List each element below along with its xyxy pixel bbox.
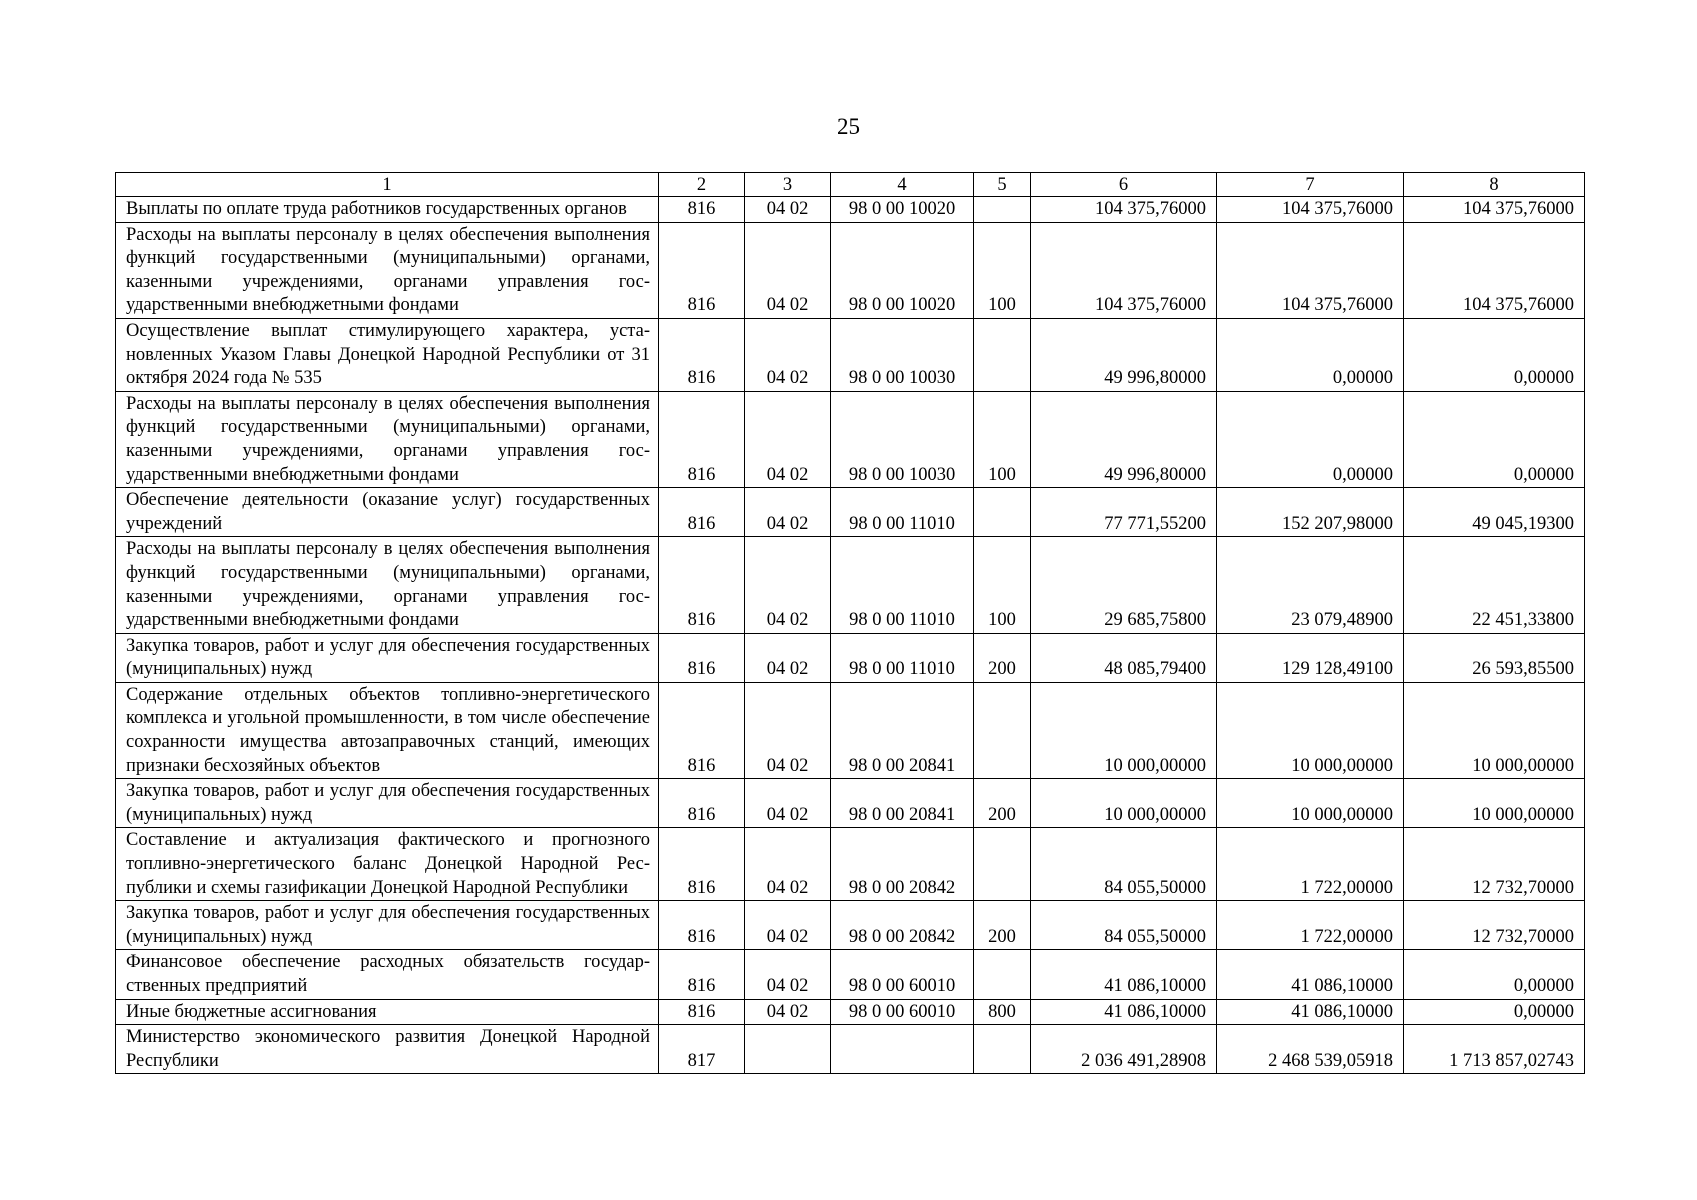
table-row <box>116 1025 1585 1074</box>
header-cell: 4 <box>831 173 974 197</box>
row-col-3: 04 02 <box>745 537 831 633</box>
row-col-4: 98 0 00 20842 <box>831 901 974 950</box>
header-cell: 6 <box>1031 173 1217 197</box>
row-col-8: 0,00000 <box>1404 999 1585 1025</box>
header-cell: 7 <box>1217 173 1404 197</box>
table-row <box>116 537 1585 633</box>
row-col-5: 200 <box>974 901 1031 950</box>
row-col-3: 04 02 <box>745 999 831 1025</box>
row-col-4: 98 0 00 20842 <box>831 828 974 901</box>
row-col-6: 48 085,79400 <box>1031 633 1217 682</box>
row-col-3: 04 02 <box>745 901 831 950</box>
row-col-2: 816 <box>659 318 745 391</box>
row-col-2: 817 <box>659 1025 745 1074</box>
row-col-5: 800 <box>974 999 1031 1025</box>
row-col-6: 41 086,10000 <box>1031 999 1217 1025</box>
row-col-6: 29 685,75800 <box>1031 537 1217 633</box>
row-col-7: 152 207,98000 <box>1217 488 1404 537</box>
header-cell: 2 <box>659 173 745 197</box>
row-col-8: 1 713 857,02743 <box>1404 1025 1585 1074</box>
row-name: Закупка товаров, работ и услуг для обеспечения государственных (муниципальных) нужд <box>116 779 659 828</box>
table-row <box>116 682 1585 778</box>
row-col-7: 10 000,00000 <box>1217 682 1404 778</box>
row-col-5 <box>974 197 1031 223</box>
budget-table <box>115 172 1585 1074</box>
table-row <box>116 999 1585 1025</box>
row-col-4: 98 0 00 11010 <box>831 488 974 537</box>
row-name: Содержание отдельных объектов топливно-энергетического комплекса и угольной промышленности, в том числе обеспечение сохранности имущества автозаправочных станций, имеющих признаки бесхозяйных объектов <box>116 682 659 778</box>
row-col-6: 10 000,00000 <box>1031 779 1217 828</box>
table-row <box>116 488 1585 537</box>
row-col-3: 04 02 <box>745 682 831 778</box>
table-row <box>116 950 1585 999</box>
row-name: Финансовое обеспечение расходных обязательств государственных предприятий <box>116 950 659 999</box>
row-col-3: 04 02 <box>745 197 831 223</box>
table-row <box>116 318 1585 391</box>
row-col-6: 84 055,50000 <box>1031 828 1217 901</box>
row-col-6: 84 055,50000 <box>1031 901 1217 950</box>
row-col-8: 0,00000 <box>1404 950 1585 999</box>
row-col-7: 10 000,00000 <box>1217 779 1404 828</box>
row-name: Составление и актуализация фактического и прогнозного топливно-энергетического баланс Донецкой Народной Республики и схемы газификации Донецкой Народной Республики <box>116 828 659 901</box>
row-col-2: 816 <box>659 950 745 999</box>
row-col-7: 104 375,76000 <box>1217 222 1404 318</box>
row-name: Закупка товаров, работ и услуг для обеспечения государственных (муниципальных) нужд <box>116 901 659 950</box>
row-col-6: 49 996,80000 <box>1031 318 1217 391</box>
row-col-4: 98 0 00 60010 <box>831 999 974 1025</box>
row-col-4 <box>831 1025 974 1074</box>
row-name: Министерство экономического развития Донецкой Народной Республики <box>116 1025 659 1074</box>
row-col-8: 12 732,70000 <box>1404 828 1585 901</box>
table-row <box>116 901 1585 950</box>
row-col-3: 04 02 <box>745 488 831 537</box>
row-name: Расходы на выплаты персоналу в целях обеспечения выполнения функций государственными (муниципальными) органами, казенными учреждениями, органами управления государственными внебюджетными фондами <box>116 391 659 487</box>
table-row <box>116 779 1585 828</box>
row-col-8: 22 451,33800 <box>1404 537 1585 633</box>
table-row <box>116 828 1585 901</box>
header-cell: 8 <box>1404 173 1585 197</box>
row-col-5: 200 <box>974 633 1031 682</box>
row-col-4: 98 0 00 20841 <box>831 779 974 828</box>
row-col-7: 129 128,49100 <box>1217 633 1404 682</box>
row-col-2: 816 <box>659 222 745 318</box>
row-col-5 <box>974 318 1031 391</box>
row-col-2: 816 <box>659 633 745 682</box>
row-col-4: 98 0 00 10020 <box>831 197 974 223</box>
row-col-3: 04 02 <box>745 828 831 901</box>
row-col-2: 816 <box>659 828 745 901</box>
row-col-4: 98 0 00 11010 <box>831 633 974 682</box>
header-cell: 5 <box>974 173 1031 197</box>
row-col-5 <box>974 1025 1031 1074</box>
row-col-2: 816 <box>659 682 745 778</box>
row-col-5: 100 <box>974 391 1031 487</box>
row-name: Расходы на выплаты персоналу в целях обеспечения выполнения функций государственными (муниципальными) органами, казенными учреждениями, органами управления государственными внебюджетными фондами <box>116 222 659 318</box>
row-col-5: 100 <box>974 537 1031 633</box>
row-col-2: 816 <box>659 537 745 633</box>
row-col-4: 98 0 00 20841 <box>831 682 974 778</box>
row-col-3: 04 02 <box>745 950 831 999</box>
row-col-2: 816 <box>659 197 745 223</box>
row-col-7: 0,00000 <box>1217 318 1404 391</box>
page-number: 25 <box>837 114 860 139</box>
row-col-8: 10 000,00000 <box>1404 779 1585 828</box>
table-row <box>116 391 1585 487</box>
row-col-3: 04 02 <box>745 633 831 682</box>
row-col-2: 816 <box>659 779 745 828</box>
table-row <box>116 197 1585 223</box>
row-col-4: 98 0 00 10030 <box>831 318 974 391</box>
row-col-4: 98 0 00 10020 <box>831 222 974 318</box>
row-col-4: 98 0 00 11010 <box>831 537 974 633</box>
row-col-6: 104 375,76000 <box>1031 222 1217 318</box>
row-name: Обеспечение деятельности (оказание услуг) государственных учреждений <box>116 488 659 537</box>
row-col-7: 104 375,76000 <box>1217 197 1404 223</box>
row-col-2: 816 <box>659 901 745 950</box>
row-col-2: 816 <box>659 391 745 487</box>
row-name: Расходы на выплаты персоналу в целях обеспечения выполнения функций государственными (муниципальными) органами, казенными учреждениями, органами управления государственными внебюджетными фондами <box>116 537 659 633</box>
row-col-5: 100 <box>974 222 1031 318</box>
row-col-5 <box>974 950 1031 999</box>
row-col-6: 77 771,55200 <box>1031 488 1217 537</box>
row-name: Выплаты по оплате труда работников государственных органов <box>116 197 659 223</box>
table-row <box>116 222 1585 318</box>
header-row <box>116 173 1585 197</box>
row-col-5: 200 <box>974 779 1031 828</box>
row-col-7: 1 722,00000 <box>1217 828 1404 901</box>
row-col-6: 41 086,10000 <box>1031 950 1217 999</box>
row-col-2: 816 <box>659 488 745 537</box>
row-col-4: 98 0 00 60010 <box>831 950 974 999</box>
row-col-8: 10 000,00000 <box>1404 682 1585 778</box>
row-name: Иные бюджетные ассигнования <box>116 999 659 1025</box>
row-col-3: 04 02 <box>745 318 831 391</box>
row-col-7: 2 468 539,05918 <box>1217 1025 1404 1074</box>
row-col-3: 04 02 <box>745 391 831 487</box>
row-col-8: 104 375,76000 <box>1404 197 1585 223</box>
row-col-8: 26 593,85500 <box>1404 633 1585 682</box>
row-col-7: 41 086,10000 <box>1217 999 1404 1025</box>
row-col-6: 104 375,76000 <box>1031 197 1217 223</box>
row-col-3 <box>745 1025 831 1074</box>
row-col-8: 0,00000 <box>1404 318 1585 391</box>
row-col-8: 12 732,70000 <box>1404 901 1585 950</box>
row-col-6: 2 036 491,28908 <box>1031 1025 1217 1074</box>
row-col-8: 0,00000 <box>1404 391 1585 487</box>
row-col-2: 816 <box>659 999 745 1025</box>
row-col-7: 23 079,48900 <box>1217 537 1404 633</box>
row-col-5 <box>974 488 1031 537</box>
row-col-5 <box>974 682 1031 778</box>
row-col-6: 49 996,80000 <box>1031 391 1217 487</box>
row-name: Осуществление выплат стимулирующего характера, установленных Указом Главы Донецкой Народной Республики от 31 октября 2024 года № 535 <box>116 318 659 391</box>
row-col-7: 0,00000 <box>1217 391 1404 487</box>
row-col-7: 41 086,10000 <box>1217 950 1404 999</box>
row-col-6: 10 000,00000 <box>1031 682 1217 778</box>
table-row <box>116 633 1585 682</box>
row-col-8: 104 375,76000 <box>1404 222 1585 318</box>
row-name: Закупка товаров, работ и услуг для обеспечения государственных (муниципальных) нужд <box>116 633 659 682</box>
row-col-3: 04 02 <box>745 222 831 318</box>
row-col-3: 04 02 <box>745 779 831 828</box>
row-col-7: 1 722,00000 <box>1217 901 1404 950</box>
row-col-5 <box>974 828 1031 901</box>
header-cell: 1 <box>116 173 659 197</box>
row-col-4: 98 0 00 10030 <box>831 391 974 487</box>
row-col-8: 49 045,19300 <box>1404 488 1585 537</box>
header-cell: 3 <box>745 173 831 197</box>
